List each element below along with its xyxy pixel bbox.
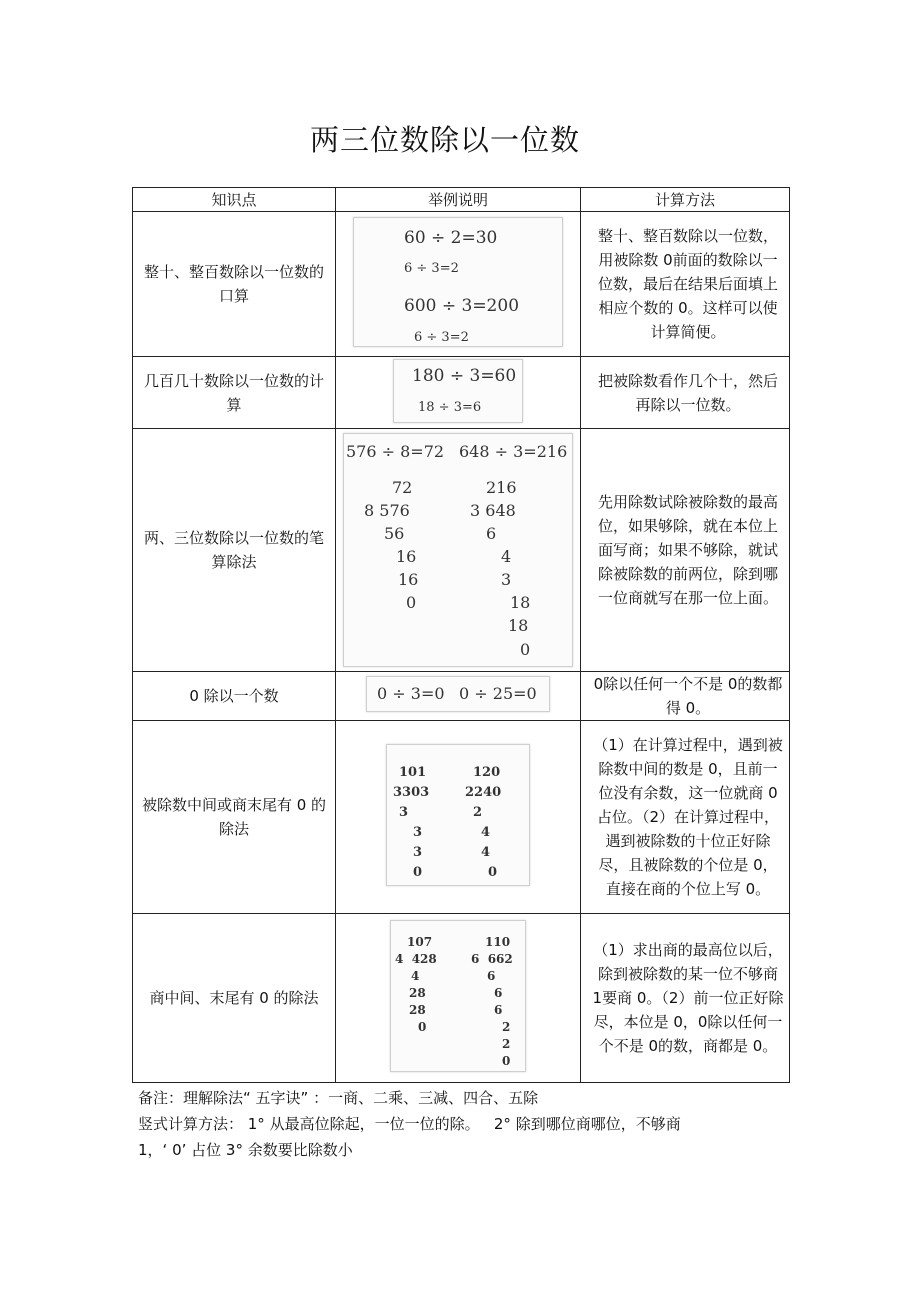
example-line: 180 ÷ 3=60: [412, 365, 517, 386]
page-title: 两三位数除以一位数: [309, 123, 580, 157]
example-line: 576 ÷ 8=72: [346, 442, 445, 461]
example-image: [366, 676, 550, 712]
work-line: 3303: [393, 785, 430, 800]
work-line: 110: [485, 935, 511, 949]
work-line: 2: [473, 805, 483, 820]
work-line: 0: [406, 593, 417, 612]
note-line: 竖式计算方法： 1° 从最高位除起，一位一位的除。 2° 除到哪位商哪位，不够商: [138, 1115, 681, 1133]
table-header-row: [133, 188, 790, 212]
work-line: 4: [411, 969, 420, 983]
work-line: 216: [486, 478, 517, 497]
work-line: 3: [501, 570, 512, 589]
table-row: [133, 721, 790, 914]
work-line: 3: [413, 825, 423, 840]
work-line: 18: [508, 616, 529, 635]
example-line: 60 ÷ 2=30: [404, 228, 498, 248]
work-line: 6: [487, 969, 496, 983]
example-line: 18 ÷ 3=6: [418, 399, 482, 415]
example-image: [390, 920, 526, 1072]
example-image: [386, 744, 530, 886]
example-image: [393, 359, 523, 423]
work-line: 101: [399, 765, 427, 780]
topic-cell: 被除数中间或商末尾有 0 的除法: [133, 721, 336, 914]
topic-cell: 几百几十数除以一位数的计算: [133, 357, 336, 429]
example-cell: [336, 721, 581, 914]
table-row: [133, 357, 790, 429]
work-line: 16: [398, 570, 419, 589]
work-line: 0: [488, 865, 498, 880]
topic-cell: 商中间、末尾有 0 的除法: [133, 914, 336, 1083]
note-line: 1，‘ 0’ 占位 3° 余数要比除数小: [138, 1141, 353, 1159]
example-line: 600 ÷ 3=200: [404, 296, 520, 316]
method-cell: （1）在计算过程中，遇到被除数中间的数是 0，且前一位没有余数，这一位就商 0占位。（2）在计算过程中，遇到被除数的十位正好除尽，且被除数的个位是 0，直接在商的个位上写 0。: [581, 721, 790, 914]
work-line: 0: [418, 1020, 427, 1034]
work-line: 6: [486, 524, 497, 543]
work-line: 3: [399, 805, 409, 820]
table-row: [133, 914, 790, 1083]
method-cell: 0除以任何一个不是 0的数都得 0。: [581, 672, 790, 721]
work-line: 4: [501, 547, 512, 566]
work-line: 18: [510, 593, 531, 612]
example-line: 648 ÷ 3=216: [459, 442, 568, 461]
example-line: 0 ÷ 3=0: [377, 684, 445, 703]
example-cell: [336, 212, 581, 357]
work-line: 3 648: [470, 501, 516, 520]
work-line: 2240: [465, 785, 502, 800]
method-cell: （1）求出商的最高位以后，除到被除数的某一位不够商 1要商 0。（2）前一位正好除尽，本位是 0，0除以任何一个不是 0的数，商都是 0。: [581, 914, 790, 1083]
example-cell: [336, 672, 581, 721]
note-line: 备注：理解除法“ 五字诀” ：一商、二乘、三减、四合、五除: [138, 1089, 539, 1107]
method-cell: 把被除数看作几个十，然后再除以一位数。: [581, 357, 790, 429]
work-line: 6: [494, 986, 503, 1000]
work-line: 6: [494, 1003, 503, 1017]
work-line: 120: [473, 765, 501, 780]
work-line: 6 662: [471, 952, 513, 966]
work-line: 2: [502, 1037, 511, 1051]
work-line: 4 428: [395, 952, 437, 966]
work-line: 0: [502, 1054, 511, 1068]
work-line: 72: [392, 478, 413, 497]
work-line: 8 576: [364, 501, 410, 520]
work-line: 3: [413, 845, 423, 860]
work-line: 0: [520, 640, 531, 659]
work-line: 16: [396, 547, 417, 566]
table-row: [133, 212, 790, 357]
header-method: 计算方法: [581, 188, 790, 212]
example-cell: [336, 914, 581, 1083]
work-line: 2: [502, 1020, 511, 1034]
method-cell: 整十、整百数除以一位数，用被除数 0前面的数除以一位数，最后在结果后面填上相应个数的 0。这样可以使计算简便。: [581, 212, 790, 357]
work-line: 4: [481, 845, 491, 860]
example-image: [353, 217, 563, 347]
topic-cell: 0 除以一个数: [133, 672, 336, 721]
example-cell: [336, 429, 581, 672]
work-line: 0: [413, 865, 423, 880]
method-cell: 先用除数试除被除数的最高位，如果够除，就在本位上面写商；如果不够除，就试除被除数的前两位，除到哪一位商就写在那一位上面。: [581, 429, 790, 672]
work-line: 56: [384, 524, 405, 543]
work-line: 107: [407, 935, 433, 949]
example-line: 6 ÷ 3=2: [414, 330, 469, 345]
work-line: 28: [409, 1003, 426, 1017]
header-topic: 知识点: [133, 188, 336, 212]
example-line: 6 ÷ 3=2: [404, 261, 459, 276]
knowledge-table: [132, 187, 790, 1083]
work-line: 4: [481, 825, 491, 840]
topic-cell: 整十、整百数除以一位数的口算: [133, 212, 336, 357]
example-line: 0 ÷ 25=0: [459, 684, 537, 703]
work-line: 28: [409, 986, 426, 1000]
header-example: 举例说明: [336, 188, 581, 212]
example-cell: [336, 357, 581, 429]
example-image: [343, 433, 573, 667]
topic-cell: 两、三位数除以一位数的笔算除法: [133, 429, 336, 672]
table-row: [133, 429, 790, 672]
table-row: [133, 672, 790, 721]
